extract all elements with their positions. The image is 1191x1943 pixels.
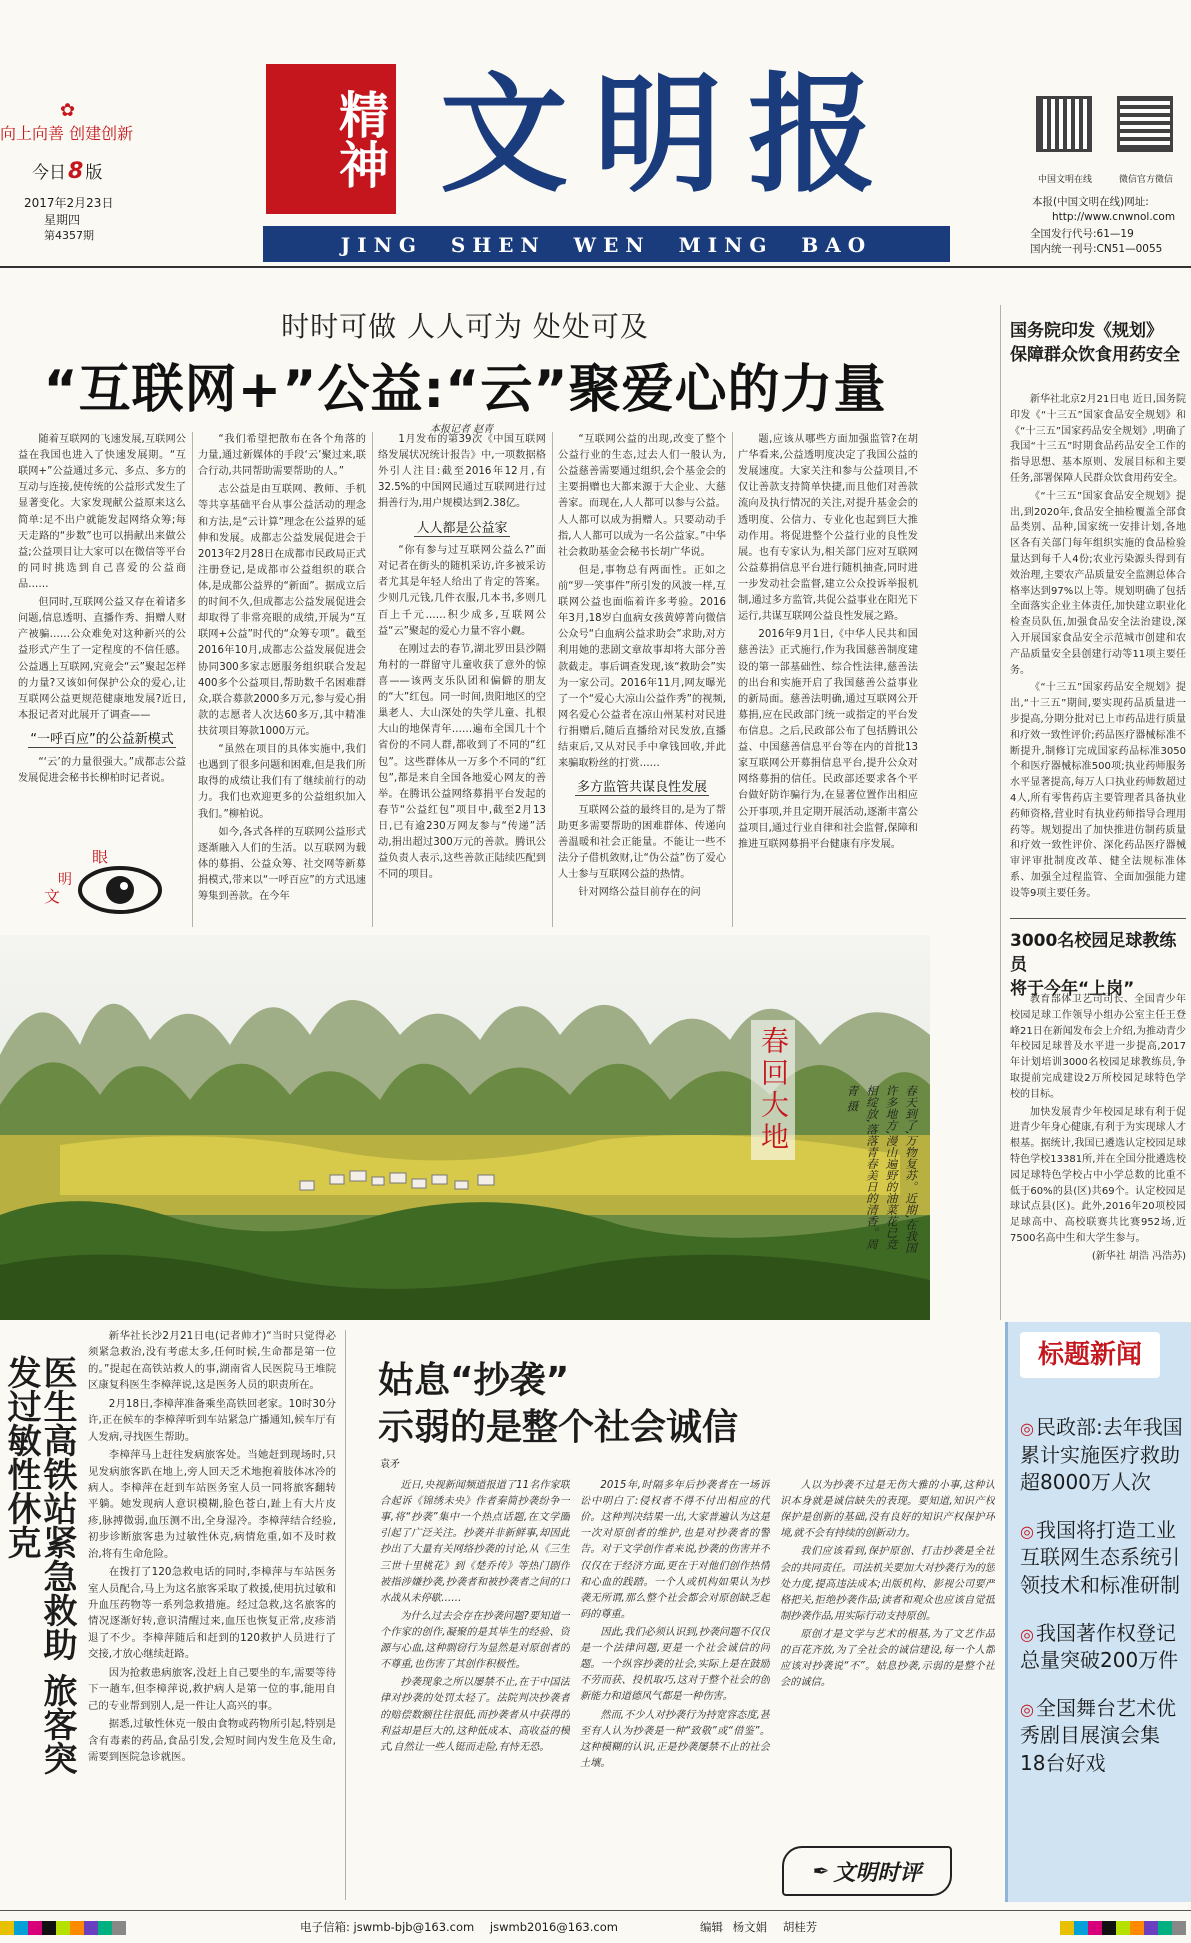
sidebar-story-2-title (1010, 930, 1190, 1001)
sidebar-story-1-title-line: 保障群众饮食用药安全 (1010, 344, 1180, 365)
footer-editor-2: 胡桂芳 (782, 1920, 818, 1934)
column-rule (372, 432, 373, 927)
doctor-paragraph: 2月18日,李樟萍准备乘坐高铁回老家。10时30分许,正在候车的李樟萍听到车站紧急广播通知,候车厅有人发病,寻找医生帮助。 (88, 1397, 336, 1443)
issue-date: 2017年2月23日 (24, 196, 114, 210)
doctor-paragraph: 李樟萍马上赶往发病旅客处。当她赶到现场时,只见发病旅客趴在地上,旁人回天乏术地抱着肢体冰冷的病人。李樟萍在赶到车站医务室人员一同将旅客翻转平躺。她发现病人意识模糊,脸色苍白,趾上有大片皮疹,脉搏微弱,血压测不出,全身湿冷。李樟萍结合经验,初步诊断旅客患为过敏性休克,病情危重,如不及时救治,将有生命危险。 (88, 1449, 336, 1560)
lead-paragraph: “你有参与过互联网公益么?”面对记者在街头的随机采访,许多被采访者尤其是年轻人给出了肯定的答案。少则几元钱,几件衣服,几本书,多则几百上千元……积少成多,互联网公益“云”聚起的爱心力量不容小觑。 (378, 545, 546, 637)
lead-subhead-text: 多方监管共谋良性发展 (576, 780, 707, 796)
lead-kicker: 时时可做 人人可为 处处可及 (281, 310, 649, 343)
footer-email (300, 1919, 618, 1935)
sidebar-story-1-title-line: 国务院印发《规划》 (1010, 321, 1163, 341)
svg-text:眼: 眼 (92, 850, 109, 866)
spring-label: 春回大地 (751, 1020, 795, 1160)
headline-news-item[interactable] (1020, 1517, 1183, 1600)
sidebar-story-2-title-line: 将于今年“上岗” (1010, 978, 1135, 999)
spring-caption: 春天到了,万物复苏。近期,在我国许多地方,漫山遍野的油菜花已竞相绽放,落落青春美日的清香。周青 摄 (845, 1085, 918, 1254)
lead-headline: “互联网+”公益:“云”聚爱心的力量 (43, 360, 887, 420)
lead-subhead (378, 519, 546, 540)
bullet-icon: ◎ (1020, 1521, 1034, 1541)
eye-logo-icon (40, 850, 168, 920)
lead-subhead (558, 778, 726, 799)
distribution-code: 全国发行代号:61—19 (1030, 228, 1134, 240)
lead-paragraph: “‘云’的力量很强大。”成都志公益发展促进会秘书长柳柏时记者说。 (18, 756, 186, 784)
bullet-icon: ◎ (1020, 1699, 1034, 1719)
svg-text:文: 文 (44, 887, 61, 906)
masthead-rule (0, 266, 1191, 268)
site-label: 本报(中国文明在线)网址: (1032, 196, 1149, 208)
lead-column-4 (558, 432, 726, 927)
editorial-paragraph: 2015年,时隔多年后抄袭者在一场诉讼中明白了:侵权者不得不付出相应的代价。这种判决结果一出,大家普遍认为这是一次对原创者的维护,也是对抄袭者的警告。对于文学创作者来说,抄袭的伤害并不仅仅在于经济方面,更在于对他们创作热情和心血的践踏。一个人或机构如果认为抄袭无所谓,那么整个社会都会对原创缺乏起码的尊重。 (580, 1480, 770, 1620)
editorial-title-line-2: 示弱的是整个社会诚信 (378, 1406, 739, 1448)
lead-paragraph: 针对网络公益目前存在的问 (578, 887, 701, 899)
today-suffix: 版 (85, 163, 103, 183)
lead-paragraph: “虽然在项目的具体实施中,我们也遇到了很多问题和困难,但是我们所取得的成绩让我们有了继续前行的动力。我们也欢迎更多的公益组织加入我们。”柳柏说。 (198, 744, 366, 820)
doctor-paragraph: 据悉,过敏性休克一般由食物或药物所引起,特别是含有毒素的药品,食品引发,会短时间内发生危及生命,需要到医院急诊就医。 (88, 1718, 336, 1763)
editorial-title (378, 1358, 938, 1452)
column-rule (345, 1330, 346, 1900)
headline-news-item[interactable] (1020, 1414, 1183, 1497)
lead-paragraph: 在刚过去的春节,湖北罗田县沙隔角村的一群留守儿童收获了意外的惊喜——该两支乐队团和偏僻的朋友的“大”红包。同一时间,贵阳地区的空巢老人、大山深处的失学儿童、扎根大山的地保青年……遍布全国几十个省份的不同人群,都收到了不同的“红包”。这些群体从一万多个不同的“红包”,都是来自全国各地爱心网友的善举。在腾讯公益网络募捐平台发起的春节“公益红包”项目中,截至2月13日,已有逾230万网友参与“传递”活动,捐出超过300万元的善款。腾讯公益负责人表示,这些善款正陆续匹配到不同的项目。 (378, 643, 546, 881)
svg-text:明: 明 (58, 872, 72, 888)
editorial-column-1 (380, 1478, 570, 1898)
editorial-stamp (782, 1846, 952, 1896)
sidebar-story-1-body (1010, 392, 1186, 912)
masthead-pinyin: JING SHEN WEN MING BAO (340, 233, 873, 257)
today-count: 8 (68, 159, 84, 184)
footer-editor-label: 编辑 (700, 1920, 723, 1934)
lead-subhead-text: “一呼百应”的公益新模式 (30, 731, 174, 747)
editorial-paragraph: 原创才是文学与艺术的根基,为了文艺作品的百花齐放,为了全社会的诚信建设,每一个人都应该对抄袭说“不”。姑息抄袭,示弱的是整个社会的诚信。 (780, 1628, 995, 1689)
slogan: 向上向善 创建创新 (0, 124, 134, 143)
masthead-title-red: 精神 (266, 64, 396, 214)
today-label: 今日 (32, 163, 66, 183)
lead-paragraph: 1月发布的第39次《中国互联网络发展状况统计报告》中,一项数据格外引人注目:截至2016年12月,有32.5%的中国网民通过互联网进行过捐善行为,用户规模达到2.38亿。 (378, 434, 546, 510)
footer-editors (700, 1919, 817, 1935)
editorial-column-3 (780, 1478, 995, 1818)
column-rule (552, 432, 553, 927)
issue-number: 第4357期 (44, 229, 94, 242)
headline-news-text: 我国将打造工业互联网生态系统引领技术和标准研制 (1020, 1517, 1180, 1597)
lead-paragraph: 志公益是由互联网、教师、手机等共享基础平台从事公益活动的理念和方法,是“云计算”理念在公益界的延伸和发展。成都志公益发展促进会于2013年2月28日在成都市民政局正式注册登记,是成都市公益组织的联合体,是成都公益界的“新面”。据成立后的时间不久,但成都志公益发展促进会却取得了非常亮眼的成绩,开展为“互联网+公益”时代的“众筹专项”。截至2016年10月,成都志公益发展促进会协同300多家志愿服务组织联合发起400多个公益项目,帮助数千名困难群众,联合募款2000多万元,参与爱心捐款的志愿者人次达60多万,其中精准扶贫项目筹款1000万元。 (198, 484, 366, 737)
editorial-title-line-1: 姑息“抄袭” (378, 1360, 570, 1401)
column-rule (732, 432, 733, 927)
lead-subhead-text: 人人都是公益家 (416, 520, 508, 536)
site-url: http://www.cnwnol.com (1052, 211, 1176, 223)
footer (0, 1912, 1191, 1943)
editorial-stamp-text: 文明时评 (833, 1859, 922, 1886)
sidebar-paragraph: 《“十三五”国家食品安全规划》提出,到2020年,食品安全抽检覆盖全部食品类别、品种,国家统一安排计划,各地区各有关部门每年组织实施的食品检验量达到每千人4份;农业污染源头得到有效治理,主要农产品质量安全监测总体合格率达到97%以上等。规划明确了包括全面落实企业主体责任,加快建立职业化检查员队伍,加强食品安全法治建设,深入开展国家食品安全示范城市创建和农产品质量安全县创建行动等11项主要任务。 (1010, 490, 1186, 676)
registration-code: 国内统一刊号:CN51—0055 (1030, 243, 1163, 255)
headline-news-box (1005, 1322, 1191, 1902)
pen-icon: ✒ (812, 1859, 830, 1883)
issue-weekday: 星期四 (44, 213, 81, 227)
footer-editor-1: 杨文娟 (732, 1920, 768, 1934)
footer-email-label: 电子信箱: (300, 1920, 350, 1934)
qr1-caption: 中国文明在线 (1037, 175, 1092, 185)
sidebar-divider (1010, 918, 1186, 919)
editorial-paragraph: 然而,不少人对抄袭行为持宽容态度,甚至有人认为抄袭是一种“致敬”或“借鉴”。这种模糊的认识,正是抄袭屡禁不止的社会土壤。 (580, 1709, 770, 1769)
editorial-paragraph: 我们应该看到,保护原创、打击抄袭是全社会的共同责任。司法机关要加大对抄袭行为的惩处力度,提高违法成本;出版机构、影视公司要严格把关,拒绝抄袭作品;读者和观众也应该自觉抵制抄袭作品,用实际行动支持原创。 (780, 1546, 995, 1622)
lead-column-1 (18, 432, 186, 850)
headline-news-text: 我国著作权登记总量突破200万件 (1020, 1620, 1179, 1673)
headline-news-list (1008, 1378, 1191, 1778)
doctor-story-title: 医生高铁站紧急救助 旅客突发过敏性休克 (1, 1355, 77, 1775)
sidebar-story-2-body (1010, 992, 1186, 1302)
headline-news-text: 民政部:去年我国累计实施医疗救助超8000万人次 (1020, 1415, 1183, 1495)
editorial-paragraph: 因此,我们必须认识到,抄袭问题不仅仅是一个法律问题,更是一个社会诚信的问题。一个纵容抄袭的社会,实际上是在鼓励不劳而获、投机取巧,这对于整个社会的创新能力和道德风气都是一种伤害。 (580, 1626, 770, 1703)
sidebar-paragraph: 新华社北京2月21日电 近日,国务院印发《“十三五”国家食品安全规划》和《“十三五”国家药品安全规划》,明确了我国“十三五”时期食品药品安全工作的指导思想、基本原则、发展目标和主要任务,部署保障人民群众饮食用药安全。 (1010, 394, 1186, 484)
color-bar-right (1060, 1921, 1186, 1938)
sidebar-paragraph: 《“十三五”国家药品安全规划》提出,“十三五”期间,要实现药品质量进一步提高,分期分批对已上市药品进行质量和疗效一致性评价;药品医疗器械标准不断提升,制修订完成国家药品标准3050个和医疗器械标准500项;执业药师服务水平显著提高,每万人口执业药师数超过4人,所有零售药店主要管理者具备执业药师资格,营业时有执业药师指导合理用药等。规划提出了加快推进仿制药质量和疗效一致性评价、深化药品医疗器械审评审批制度改革、健全法规标准体系、加强全过程监管、全面加强能力建设等9项主要任务。 (1010, 682, 1186, 899)
doctor-story-body (88, 1328, 336, 1903)
masthead (0, 0, 1191, 265)
sidebar-credit: (新华社 胡浩 冯浩苏) (1091, 1250, 1186, 1262)
sidebar-paragraph: 教育部体卫艺司司长、全国青少年校园足球工作领导小组办公室主任王登峰21日在新闻发布会上介绍,为推动青少年校园足球普及水平进一步提高,2017年计划培训3000名校园足球教练员,争取提前完成建设2万所校园足球特色学校的目标。 (1010, 994, 1186, 1100)
lead-paragraph: 2016年9月1日,《中华人民共和国慈善法》正式施行,作为我国慈善制度建设的第一部基础性、综合性法律,慈善法的出台和实施开启了我国慈善公益事业的新局面。慈善法明确,通过互联网公开募捐,应在民政部门统一或指定的平台发布信息。之后,民政部公布了包括腾讯公益、中国慈善信息平台等在内的首批13家互联网公开募捐信息平台,提升公众对网络募捐的信任。民政部还要求各个平台做好防诈骗行为,在显著位置作出相应公开事项,并且定期开展活动,逐渐丰富公益项目,通过行业自律和社会监督,保障和推进互联网募捐平台健康有序发展。 (738, 629, 918, 850)
qr2-caption: 微信官方微信 (1118, 175, 1173, 185)
lead-paragraph: 但是,事物总有两面性。正如之前“罗一笑事件”所引发的风波一样,互联网公益也面临着许多考验。2016年3月,18岁白血病女孩黄婷菁向微信公众号“白血病公益求助会”求助,对方利用她的悲剧文章故事却将大部分善款截走。事后调查发现,该“救助会”实为一家公司。2016年11月,网友曝光了一个“爱心大凉山公益作秀”的视频,网名爱心公益者在凉山州某村对民进行捐赠后,随后直播给对民发放,直播结束后,又从对民手中拿钱回收,并此来骗取粉丝的打赏…… (558, 564, 726, 770)
doctor-paragraph: 在拨打了120急救电话的同时,李樟萍与车站医务室人员配合,马上为这名旅客采取了救援,使用抗过敏和升血压药物等一系列急救措施。经过急救,这名旅客的情况逐渐好转,意识清醒过来,血压也恢复正常,皮疹消退了不少。李樟萍随后和赶到的120救护人员进行了交接,才放心继续赶路。 (88, 1566, 336, 1661)
sidebar-story-1-title (1010, 320, 1190, 368)
bullet-icon: ◎ (1020, 1624, 1034, 1644)
lead-paragraph: “互联网公益的出现,改变了整个公益行业的生态,过去人们一般认为,公益慈善需要通过组织,会个基金会的主要捐赠也大都来源于大企业、大慈善家。而现在,人人都可以参与公益。人人都可以成为捐赠人。只要动动手指,人人都可以成为一名公益家。”中华社会救助基金会秘书长胡广华说。 (558, 434, 726, 558)
spring-photo (0, 935, 930, 1320)
editorial-paragraph: 近日,央视新闻频道报道了11名作家联合起诉《锦绣未央》作者秦简抄袭纷争一事,将“抄袭”集中一个热点话题,在文学圈引起了广泛关注。抄袭并非新鲜事,却因此抄出了大量有关网络抄袭的讨论,从《三生三世十里桃花》到《楚乔传》等热门剧作被指涉嫌抄袭,抄袭者和被抄袭者之间的口水战从未停歇…… (380, 1480, 570, 1604)
lead-paragraph: 题,应该从哪些方面加强监管?在胡广华看来,公益透明度决定了我国公益的发展速度。大家关注和参与公益项目,不仅让善款支持简单快捷,而且他们对善款流向及执行情况的关注,对提升基金会的透明度、公信力、专业化也起到巨大推动作用。将促进整个公益行业的良性发展。也有专家认为,相关部门应对互联网公益募捐信息平台进行随机抽查,同时进一步发动社会监督,建立公众投诉举报机制,通过多方监管,共促公益事业在阳光下运行,共谋互联网公益良性发展之路。 (738, 434, 918, 623)
lead-paragraph: 互联网公益的最终目的,是为了帮助更多需要帮助的困难群体、传递向善温暖和社会正能量。不能让一些不法分子借机敛财,让“伪公益”伤了爱心人士参与互联网公益的热情。 (558, 804, 726, 881)
qr-code-icon (1117, 96, 1173, 152)
lead-byline: 本报记者 赵青 (430, 424, 494, 435)
lead-column-5 (738, 432, 918, 927)
bullet-icon: ◎ (1020, 1419, 1034, 1438)
lead-paragraph: 随着互联网的飞速发展,互联网公益在我国也进入了快速发展期。“互联网+”公益通过多元、多点、多方的互动与连接,使传统的公益形式发生了显著变化。大家发现献公益原来这么简单:足不出户就能发起网络众筹;每天走路的“步数”也可以捐献出来做公益;公益项目让大家可以在微信等平台的同时挑选到自己喜爱的公益商品…… (18, 434, 186, 590)
lead-subhead (18, 730, 186, 751)
doctor-paragraph: 因为抢救患病旅客,没赶上自己要坐的车,需要等待下一趟车,但李樟萍说,救护病人是第一位的事,能用自己的专业帮到别人,是一件让人高兴的事。 (88, 1666, 336, 1712)
lead-paragraph: 但同时,互联网公益又存在着诸多问题,信息透明、直播作秀、捐赠人财产被骗……公众难免对这种新兴的公益形式产生了一定程度的不信任感。公益遇上互联网,究竟会“云”聚起怎样的力量?又该如何保护公众的爱心,让互联网公益更规范健康地发展?近日,本报记者对此展开了调查—— (18, 597, 186, 721)
footer-email-1[interactable]: jswmb-bjb@163.com (353, 1920, 475, 1934)
footer-email-2[interactable]: jswmb2016@163.com (489, 1920, 618, 1934)
left-logo-icon: ✿ (60, 100, 76, 121)
editorial-byline: 袁矛 (380, 1459, 400, 1470)
headline-news-item[interactable] (1020, 1695, 1183, 1778)
lead-column-3 (378, 432, 546, 927)
headline-news-text: 全国舞台艺术优秀剧目展演会集18台好戏 (1020, 1695, 1176, 1775)
doctor-paragraph: 新华社长沙2月21日电(记者帅才)“当时只觉得必须紧急救治,没有考虑太多,任何时候,生命都是第一位的。”提起在高铁站救人的事,湖南省人民医院马王堆院区康复科医生李樟萍说,这是医务人员的职责所在。 (88, 1330, 336, 1392)
lead-paragraph: 如今,各式各样的互联网公益形式逐渐融入人们的生活。以互联网为载体的募捐、公益众筹、社交网等新募捐模式,带来以“一呼百应”的方式迅速筹集到善款。在今年 (198, 826, 366, 903)
lead-paragraph: “我们希望把散布在各个角落的力量,通过新媒体的手段‘云’聚过来,联合行动,共同帮助需要帮助的人。” (198, 434, 366, 478)
footer-rule (0, 1910, 1191, 1911)
headline-news-title: 标题新闻 (1020, 1332, 1160, 1378)
masthead-title: 文明报 (440, 60, 903, 210)
sidebar-rule (1000, 305, 1001, 1320)
editorial-paragraph: 为什么过去会存在抄袭问题?要知道一个作家的创作,凝聚的是其毕生的经验、资源与心血,这种剽窃行为显然是对原创者的不尊重,也伤害了其创作积极性。 (380, 1610, 570, 1671)
column-rule (192, 432, 193, 927)
editorial-paragraph: 人以为抄袭不过是无伤大雅的小事,这种认识本身就是诚信缺失的表现。要知道,知识产权保护是创新的基础,没有良好的知识产权保护环境,就不会有持续的创新动力。 (780, 1480, 995, 1540)
editorial-column-2 (580, 1478, 770, 1898)
sidebar-paragraph: 加快发展青少年校园足球有利于促进青少年身心健康,有利于为实现球人才根基。据统计,我国已遴选认定校园足球特色学校13381所,并在全国分批遴选校园足球特色学校占中小学总数的比重不低于60%的县(区)共69个。认定校园足球试点县(区)。此外,2016年20项校园足球高中、高校联赛共比赛952场,近7500名高中生和大学生参与。 (1010, 1106, 1186, 1244)
sidebar-story-2-title-line: 3000名校园足球教练员 (1010, 931, 1177, 975)
lead-column-2 (198, 432, 366, 927)
today-pages (32, 158, 102, 184)
color-bar-left (0, 1921, 126, 1938)
headline-news-item[interactable] (1020, 1620, 1183, 1675)
qr-code-icon (1036, 96, 1092, 152)
editorial-paragraph: 抄袭现象之所以屡禁不止,在于中国法律对抄袭的处罚太轻了。法院判决抄袭者的赔偿数额往往很低,而抄袭者从中获得的利益却是巨大的,这种低成本、高收益的模式,自然让一些人铤而走险,有恃无恐。 (380, 1677, 570, 1753)
